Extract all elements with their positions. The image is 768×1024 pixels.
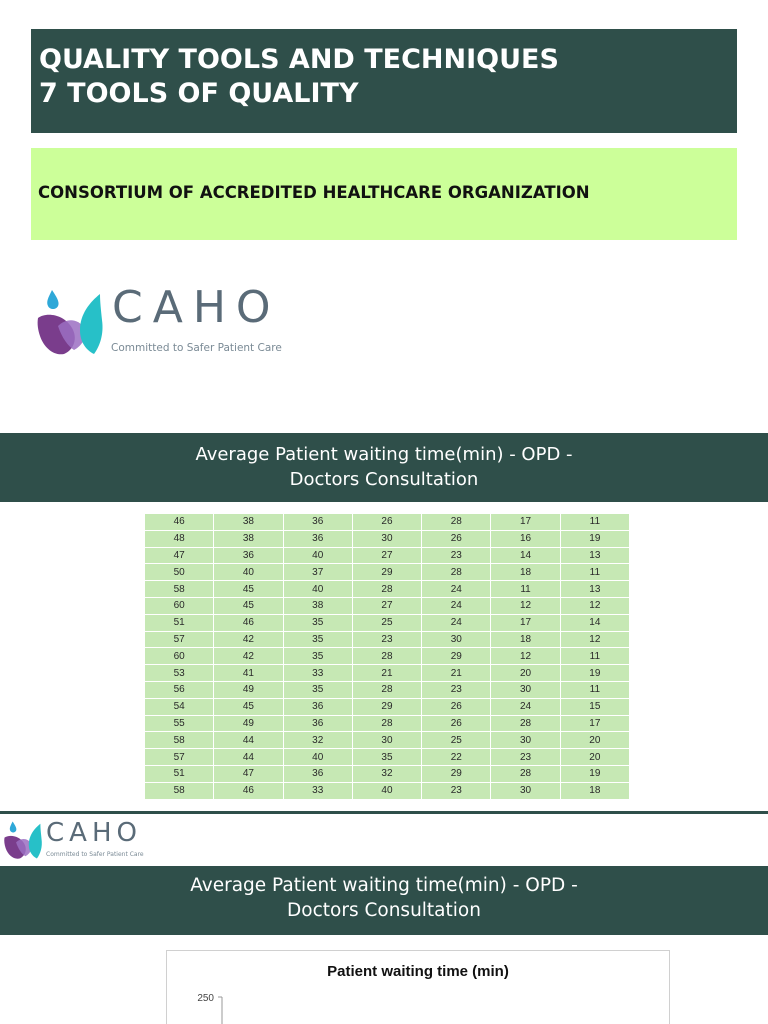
table-cell: 35	[283, 631, 352, 648]
table-cell: 54	[145, 698, 214, 715]
table-cell: 49	[214, 715, 283, 732]
table-cell: 18	[491, 631, 560, 648]
logo-tagline-small: Committed to Safer Patient Care	[46, 851, 144, 858]
table-cell: 25	[422, 732, 491, 749]
page-title-line1: QUALITY TOOLS AND TECHNIQUES	[39, 44, 559, 75]
table-row	[145, 715, 630, 732]
table-cell: 30	[352, 530, 421, 547]
table-cell: 58	[145, 581, 214, 598]
table-cell: 24	[422, 597, 491, 614]
logo-tagline: Committed to Safer Patient Care	[111, 342, 282, 354]
table-cell: 38	[283, 597, 352, 614]
table-row	[145, 631, 630, 648]
table-cell: 30	[491, 681, 560, 698]
table-cell: 49	[214, 681, 283, 698]
table-row	[145, 564, 630, 581]
table-cell: 28	[491, 765, 560, 782]
table-cell: 28	[352, 581, 421, 598]
table-row	[145, 665, 630, 682]
table-cell: 28	[352, 681, 421, 698]
chart-title: Patient waiting time (min)	[327, 963, 509, 980]
table-cell: 14	[491, 547, 560, 564]
table-cell: 11	[560, 681, 629, 698]
table-cell: 47	[214, 765, 283, 782]
table-row	[145, 597, 630, 614]
table-cell: 42	[214, 631, 283, 648]
table-cell: 29	[422, 765, 491, 782]
table-cell: 55	[145, 715, 214, 732]
table-cell: 45	[214, 581, 283, 598]
table-cell: 58	[145, 732, 214, 749]
table-cell: 36	[214, 547, 283, 564]
caho-logo	[34, 280, 284, 360]
table-row	[145, 681, 630, 698]
table-cell: 20	[491, 665, 560, 682]
table-cell: 24	[491, 698, 560, 715]
table-cell: 53	[145, 665, 214, 682]
table-cell: 28	[422, 564, 491, 581]
table-cell: 30	[422, 631, 491, 648]
table-cell: 21	[422, 665, 491, 682]
waiting-time-table	[144, 513, 630, 800]
table-cell: 13	[560, 547, 629, 564]
table-cell: 51	[145, 614, 214, 631]
table-cell: 47	[145, 547, 214, 564]
table-cell: 40	[283, 581, 352, 598]
caho-logo-small	[0, 816, 170, 864]
table-cell: 23	[422, 681, 491, 698]
table-cell: 19	[560, 530, 629, 547]
table-cell: 40	[352, 782, 421, 799]
table-cell: 20	[560, 749, 629, 766]
table-cell: 36	[283, 765, 352, 782]
table-cell: 11	[560, 648, 629, 665]
organization-name: CONSORTIUM OF ACCREDITED HEALTHCARE ORGANIZATION	[38, 183, 590, 202]
table-cell: 30	[491, 782, 560, 799]
table-cell: 44	[214, 732, 283, 749]
table-cell: 57	[145, 749, 214, 766]
table-cell: 30	[352, 732, 421, 749]
table-row	[145, 749, 630, 766]
section-header-table	[0, 433, 768, 502]
table-cell: 20	[560, 732, 629, 749]
table-cell: 60	[145, 597, 214, 614]
table-cell: 21	[352, 665, 421, 682]
table-cell: 46	[145, 514, 214, 531]
table-cell: 23	[422, 782, 491, 799]
table-cell: 26	[422, 715, 491, 732]
section2-header-line2: Doctors Consultation	[287, 900, 481, 921]
chart-plot	[167, 951, 671, 1024]
table-cell: 23	[491, 749, 560, 766]
table-cell: 28	[491, 715, 560, 732]
table-cell: 27	[352, 597, 421, 614]
table-cell: 50	[145, 564, 214, 581]
table-cell: 38	[214, 530, 283, 547]
table-cell: 11	[560, 514, 629, 531]
table-row	[145, 614, 630, 631]
table-row	[145, 648, 630, 665]
table-cell: 46	[214, 614, 283, 631]
table-cell: 28	[352, 715, 421, 732]
table-cell: 29	[352, 564, 421, 581]
table-cell: 56	[145, 681, 214, 698]
table-cell: 35	[283, 681, 352, 698]
table-cell: 45	[214, 698, 283, 715]
table-cell: 44	[214, 749, 283, 766]
table-row	[145, 514, 630, 531]
chart-container	[166, 950, 670, 1024]
table-cell: 37	[283, 564, 352, 581]
table-cell: 35	[352, 749, 421, 766]
table-cell: 48	[145, 530, 214, 547]
table-cell: 15	[560, 698, 629, 715]
table-cell: 24	[422, 581, 491, 598]
table-cell: 27	[352, 547, 421, 564]
table-cell: 40	[283, 749, 352, 766]
table-cell: 17	[560, 715, 629, 732]
table-cell: 40	[214, 564, 283, 581]
table-cell: 13	[560, 581, 629, 598]
table-cell: 32	[283, 732, 352, 749]
caho-leaf-icon	[34, 284, 106, 360]
table-cell: 45	[214, 597, 283, 614]
table-cell: 12	[560, 631, 629, 648]
section-header-line1: Average Patient waiting time(min) - OPD -	[195, 444, 573, 465]
table-cell: 57	[145, 631, 214, 648]
table-cell: 36	[283, 715, 352, 732]
table-cell: 18	[491, 564, 560, 581]
table-cell: 40	[283, 547, 352, 564]
table-cell: 26	[352, 514, 421, 531]
table-cell: 25	[352, 614, 421, 631]
section-header-chart	[0, 866, 768, 935]
table-cell: 33	[283, 665, 352, 682]
table-cell: 36	[283, 514, 352, 531]
table-row	[145, 782, 630, 799]
table-cell: 36	[283, 530, 352, 547]
table-cell: 17	[491, 514, 560, 531]
logo-wordmark-small: CAHO	[46, 818, 142, 848]
table-cell: 11	[560, 564, 629, 581]
table-cell: 26	[422, 698, 491, 715]
table-cell: 23	[422, 547, 491, 564]
table-row	[145, 547, 630, 564]
logo-wordmark: CAHO	[112, 282, 281, 333]
table-cell: 32	[352, 765, 421, 782]
table-cell: 19	[560, 765, 629, 782]
table-cell: 18	[560, 782, 629, 799]
page-title-line2: 7 TOOLS OF QUALITY	[39, 78, 359, 109]
table-cell: 46	[214, 782, 283, 799]
organization-banner	[31, 148, 737, 240]
table-cell: 29	[422, 648, 491, 665]
table-cell: 12	[491, 597, 560, 614]
table-cell: 28	[352, 648, 421, 665]
title-banner	[31, 29, 737, 133]
table-cell: 23	[352, 631, 421, 648]
table-cell: 36	[283, 698, 352, 715]
table-row	[145, 698, 630, 715]
table-cell: 16	[491, 530, 560, 547]
table-row	[145, 732, 630, 749]
table-row	[145, 530, 630, 547]
section2-header-line1: Average Patient waiting time(min) - OPD -	[190, 875, 578, 896]
table-cell: 35	[283, 614, 352, 631]
table-cell: 30	[491, 732, 560, 749]
table-cell: 19	[560, 665, 629, 682]
table-cell: 38	[214, 514, 283, 531]
caho-leaf-icon-small	[2, 818, 44, 862]
table-cell: 58	[145, 782, 214, 799]
table-cell: 29	[352, 698, 421, 715]
slide-divider	[0, 811, 768, 814]
section-header-line2: Doctors Consultation	[289, 469, 479, 490]
table-row	[145, 765, 630, 782]
table-body	[145, 514, 630, 800]
table-cell: 51	[145, 765, 214, 782]
table-cell: 12	[560, 597, 629, 614]
table-cell: 28	[422, 514, 491, 531]
table-cell: 33	[283, 782, 352, 799]
table-row	[145, 581, 630, 598]
table-cell: 41	[214, 665, 283, 682]
table-cell: 12	[491, 648, 560, 665]
table-cell: 35	[283, 648, 352, 665]
table-cell: 24	[422, 614, 491, 631]
table-cell: 17	[491, 614, 560, 631]
table-cell: 60	[145, 648, 214, 665]
table-cell: 26	[422, 530, 491, 547]
table-cell: 11	[491, 581, 560, 598]
table-cell: 22	[422, 749, 491, 766]
table-cell: 42	[214, 648, 283, 665]
table-cell: 14	[560, 614, 629, 631]
chart-y-tick-label: 250	[197, 993, 214, 1004]
